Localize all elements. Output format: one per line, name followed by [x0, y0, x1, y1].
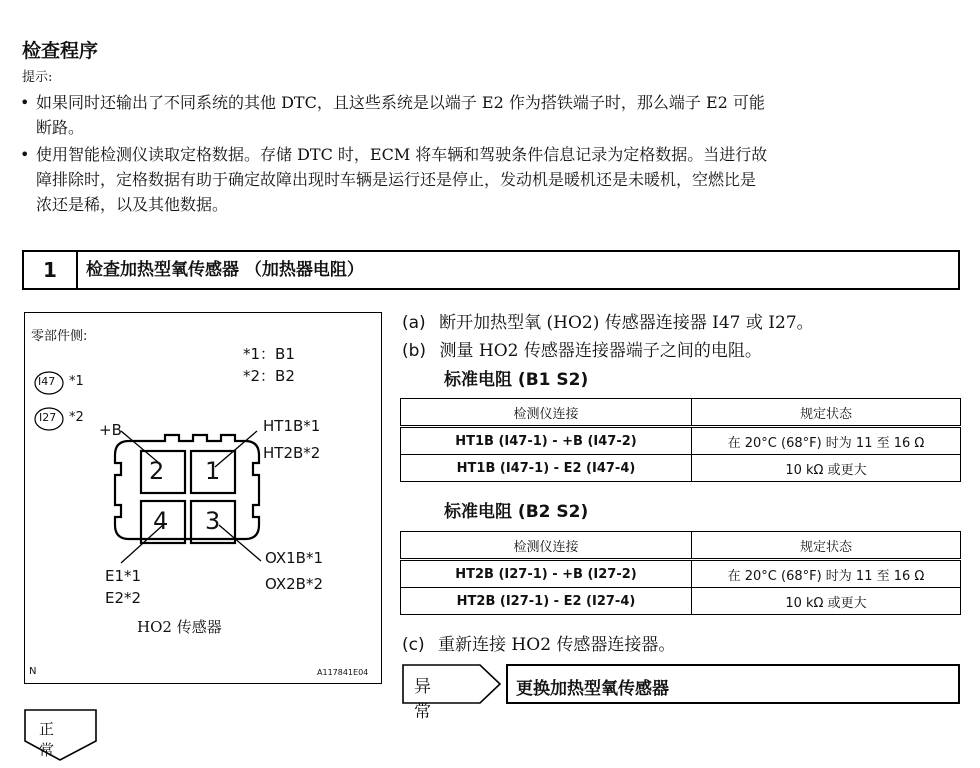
- connector-diagram: [24, 312, 382, 684]
- pin-label-ox1b: OX1B*1: [265, 549, 324, 567]
- pin-1: 1: [205, 457, 221, 485]
- pin-label-e2: E2*2: [105, 589, 142, 607]
- diagram-caption: HO2 传感器: [137, 618, 222, 636]
- pin-3: 3: [205, 507, 221, 535]
- bullet-dot: •: [20, 145, 30, 164]
- pin-label-ht1b: HT1B*1: [263, 417, 321, 435]
- pin-label-ox2b: OX2B*2: [265, 575, 324, 593]
- connector-i27-note: *2: [69, 410, 84, 425]
- component-side-label: 零部件侧:: [31, 329, 88, 344]
- pin-label-ht2b: HT2B*2: [263, 444, 321, 462]
- table2-title: 标准电阻 (B2 S2): [444, 502, 589, 522]
- resistance-table-b1: [400, 398, 961, 482]
- instruction-c: (c) 重新连接 HO2 传感器连接器。: [402, 635, 676, 655]
- table-row: HT2B (I27-1) - E2 (I27-4) 10 kΩ 或更大: [401, 588, 961, 615]
- legend-b1: *1：B1: [243, 345, 295, 363]
- step-number: 1: [24, 252, 78, 288]
- hint-bullet-1: • 如果同时还输出了不同系统的其他 DTC，且这些系统是以端子 E2 作为搭铁端子时，那么端子 E2 可能 断路。: [36, 90, 966, 140]
- pin-4: 4: [153, 507, 169, 535]
- corner-mark: N: [29, 666, 37, 677]
- pin-label-e1: E1*1: [105, 567, 142, 585]
- legend-b2: *2：B2: [243, 367, 295, 385]
- instruction-b: (b) 测量 HO2 传感器连接器端子之间的电阻。: [402, 341, 762, 361]
- page-title: 检查程序: [22, 40, 99, 62]
- table1-title: 标准电阻 (B1 S2): [444, 370, 589, 390]
- connector-i27-id: I27: [39, 411, 57, 424]
- table-header-row: 检测仪连接 规定状态: [401, 532, 961, 560]
- step-title: 检查加热型氧传感器 （加热器电阻）: [86, 260, 364, 280]
- table-row: HT2B (I27-1) - +B (I27-2) 在 20°C (68°F) 时为 11 至 16 Ω: [401, 560, 961, 588]
- table-row: HT1B (I47-1) - +B (I47-2) 在 20°C (68°F) 时为 11 至 16 Ω: [401, 427, 961, 455]
- normal-label: 正常: [39, 720, 55, 759]
- abnormal-label: 异常: [414, 677, 431, 722]
- hint-bullet-2: • 使用智能检测仪读取定格数据。存储 DTC 时，ECM 将车辆和驾驶条件信息记录为定格数据。当进行故 障排除时，定格数据有助于确定故障出现时车辆是运行还是停止，发动机是暖机还是未暖机，空燃比是 浓还是稀，以及其他数据。: [36, 142, 966, 217]
- table-row: HT1B (I47-1) - E2 (I47-4) 10 kΩ 或更大: [401, 455, 961, 482]
- abnormal-action: 更换加热型氧传感器: [516, 679, 669, 699]
- resistance-table-b2: [400, 531, 961, 615]
- instruction-a: (a) 断开加热型氧 (HO2) 传感器连接器 I47 或 I27。: [402, 313, 814, 333]
- connector-i47-id: I47: [38, 375, 56, 388]
- table-header-row: 检测仪连接 规定状态: [401, 399, 961, 427]
- step-header: [22, 250, 960, 290]
- normal-arrow-icon: [24, 709, 98, 761]
- pin-label-plus-b: +B: [99, 421, 122, 439]
- abnormal-action-box: [506, 664, 960, 704]
- bullet-dot: •: [20, 93, 30, 112]
- hint-label: 提示:: [22, 70, 53, 85]
- figure-id: A117841E04: [317, 668, 369, 677]
- pin-2: 2: [149, 457, 165, 485]
- connector-i47-note: *1: [69, 374, 84, 389]
